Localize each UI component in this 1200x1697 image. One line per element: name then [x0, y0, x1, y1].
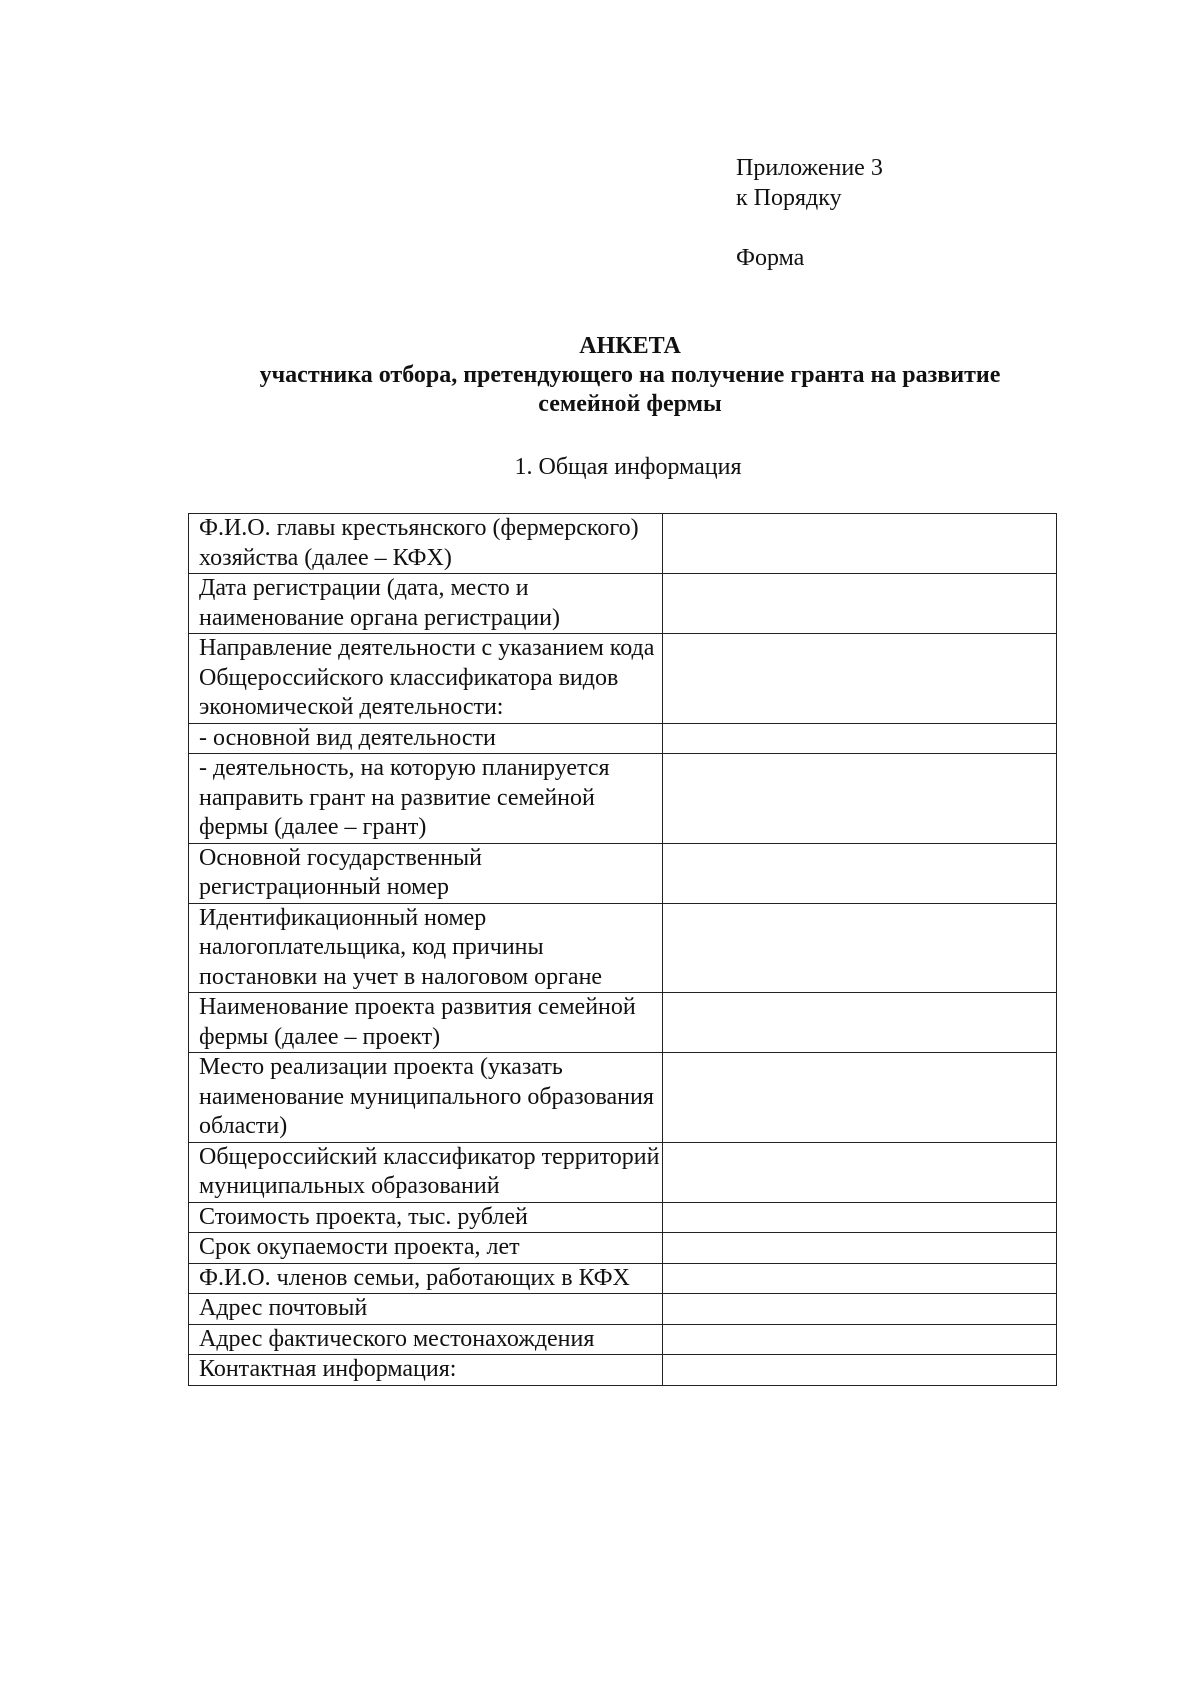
- title-subtitle-line2: семейной фермы: [538, 391, 722, 417]
- row-label: Наименование проекта развития семейной фермы (далее – проект): [189, 993, 663, 1053]
- row-label: Идентификационный номер налогоплательщика, код причины постановки на учет в налоговом органе: [189, 903, 663, 993]
- title-subtitle-line1: участника отбора, претендующего на получение гранта на развитие: [259, 362, 1001, 388]
- row-value-field[interactable]: [663, 843, 1057, 903]
- appendix-reference: к Порядку: [736, 185, 842, 211]
- table-row: [189, 843, 1057, 903]
- table-row: [189, 903, 1057, 993]
- row-label: - деятельность, на которую планируется направить грант на развитие семейной фермы (далее – грант): [189, 754, 663, 844]
- row-label: Контактная информация:: [189, 1355, 663, 1386]
- document-title: [150, 332, 1110, 419]
- table-row: [189, 1355, 1057, 1386]
- table-row: [189, 574, 1057, 634]
- row-value-field[interactable]: [663, 574, 1057, 634]
- row-value-field[interactable]: [663, 1355, 1057, 1386]
- section-heading: 1. Общая информация: [514, 454, 742, 480]
- row-label: Ф.И.О. главы крестьянского (фермерского) хозяйства (далее – КФХ): [189, 514, 663, 574]
- row-label: Адрес фактического местонахождения: [189, 1324, 663, 1355]
- table-row: [189, 1324, 1057, 1355]
- table-row: [189, 1142, 1057, 1202]
- row-value-field[interactable]: [663, 1053, 1057, 1143]
- row-label: Место реализации проекта (указать наименование муниципального образования области): [189, 1053, 663, 1143]
- table-row: [189, 723, 1057, 754]
- row-label: Общероссийский классификатор территорий муниципальных образований: [189, 1142, 663, 1202]
- table-row: [189, 1263, 1057, 1294]
- row-label: Ф.И.О. членов семьи, работающих в КФХ: [189, 1263, 663, 1294]
- row-value-field[interactable]: [663, 1202, 1057, 1233]
- row-label: Адрес почтовый: [189, 1294, 663, 1325]
- row-label: Основной государственный регистрационный номер: [189, 843, 663, 903]
- questionnaire-table: [188, 513, 1057, 1386]
- table-row: [189, 514, 1057, 574]
- row-value-field[interactable]: [663, 1142, 1057, 1202]
- row-label: Стоимость проекта, тыс. рублей: [189, 1202, 663, 1233]
- row-value-field[interactable]: [663, 1263, 1057, 1294]
- row-label: - основной вид деятельности: [189, 723, 663, 754]
- row-value-field[interactable]: [663, 1324, 1057, 1355]
- row-value-field[interactable]: [663, 514, 1057, 574]
- row-value-field[interactable]: [663, 1294, 1057, 1325]
- row-value-field[interactable]: [663, 723, 1057, 754]
- appendix-block: [736, 153, 883, 273]
- row-value-field[interactable]: [663, 754, 1057, 844]
- table-row: [189, 754, 1057, 844]
- row-value-field[interactable]: [663, 903, 1057, 993]
- table-row: [189, 634, 1057, 724]
- row-label: Направление деятельности с указанием кода Общероссийского классификатора видов экономической деятельности:: [189, 634, 663, 724]
- table-row: [189, 1294, 1057, 1325]
- row-label: Срок окупаемости проекта, лет: [189, 1233, 663, 1264]
- row-value-field[interactable]: [663, 993, 1057, 1053]
- row-label: Дата регистрации (дата, место и наименование органа регистрации): [189, 574, 663, 634]
- row-value-field[interactable]: [663, 634, 1057, 724]
- title-main: АНКЕТА: [579, 333, 681, 359]
- table-row: [189, 1053, 1057, 1143]
- row-value-field[interactable]: [663, 1233, 1057, 1264]
- appendix-number: Приложение 3: [736, 155, 883, 181]
- form-label: Форма: [736, 245, 805, 271]
- table-row: [189, 1233, 1057, 1264]
- table-row: [189, 1202, 1057, 1233]
- table-row: [189, 993, 1057, 1053]
